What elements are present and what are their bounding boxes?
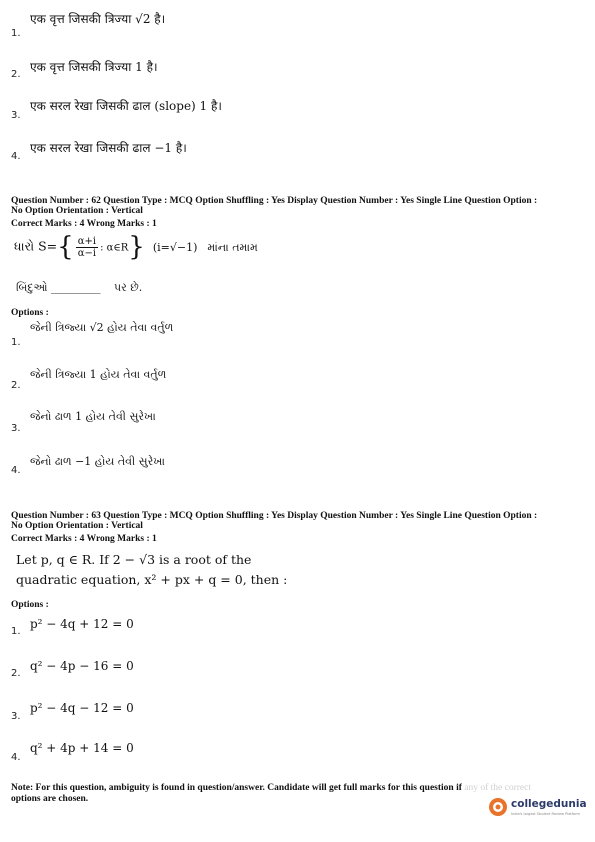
q62-stem-prefix: ધારો S=	[14, 238, 58, 254]
logo-tagline: India's largest Student Review Platform	[511, 812, 580, 816]
q61-option-3-number: 3.	[11, 110, 21, 121]
q61-option-1-number: 1.	[11, 28, 21, 39]
q61-option-2-text: एक वृत्त जिसकी त्रिज्या 1 है।	[30, 60, 158, 74]
q63-option-4-text: q² + 4p + 14 = 0	[30, 741, 134, 755]
q63-meta-line-1: Question Number : 63 Question Type : MCQ Option Shuffling : Yes Display Question Number : Yes Single Line Question Option :	[11, 511, 538, 521]
q62-meta-line-2: No Option Orientation : Vertical	[11, 206, 143, 216]
q62-options-label: Options :	[11, 308, 49, 318]
note-text: Note: For this question, ambiguity is found in question/answer. Candidate will get full marks for this question if	[11, 783, 462, 793]
q62-set-condition: : α∈R	[100, 242, 129, 254]
q62-option-1-text: જેની ત્રિજ્યા √2 હોય તેવા વર્તુળ	[30, 321, 174, 334]
q61-option-4-text: एक सरल रेखा जिसकी ढाल −1 है।	[30, 141, 187, 155]
q63-option-4-number: 4.	[11, 752, 21, 763]
q62-stem-line-2	[16, 279, 142, 297]
q62-meta-line-1: Question Number : 62 Question Type : MCQ Option Shuffling : Yes Display Question Number : Yes Single Line Question Option :	[11, 196, 538, 206]
q62-blank: _________	[50, 281, 101, 294]
q63-option-3-text: p² − 4q − 12 = 0	[30, 701, 134, 715]
collegedunia-emblem-icon	[488, 797, 508, 817]
q62-fraction-denominator: α−i	[77, 247, 97, 259]
q62-fraction-numerator: α+i	[77, 235, 97, 247]
note-faded-text: any of the correct	[464, 783, 531, 793]
q62-option-2-text: જેની ત્રિજ્યા 1 હોય તેવા વર્તુળ	[30, 368, 167, 381]
q62-option-3-text: જેનો ઢાળ 1 હોય તેવી સુરેખા	[30, 410, 156, 423]
q62-option-4-text: જેનો ઢાળ −1 હોય તેવી સુરેખા	[30, 455, 165, 468]
set-close-brace-icon: }	[128, 232, 145, 262]
q62-stem-suffix: માંના તમામ	[207, 240, 258, 254]
q63-stem-line-2: quadratic equation, x² + px + q = 0, then :	[16, 572, 288, 587]
note-line-1	[11, 783, 586, 794]
q63-meta-line-2: No Option Orientation : Vertical	[11, 521, 143, 531]
q62-option-1-number: 1.	[11, 337, 21, 348]
q62-option-2-number: 2.	[11, 380, 21, 391]
collegedunia-logo	[488, 796, 588, 824]
set-open-brace-icon: {	[57, 232, 74, 262]
q61-option-2-number: 2.	[11, 69, 21, 80]
q62-stem-line-1	[14, 234, 258, 260]
q63-option-2-text: q² − 4p − 16 = 0	[30, 659, 134, 673]
q62-marks: Correct Marks : 4 Wrong Marks : 1	[11, 219, 157, 229]
note-line-2: options are chosen.	[11, 794, 89, 804]
q63-stem-line-1: Let p, q ∈ R. If 2 − √3 is a root of the	[16, 552, 252, 567]
q62-option-3-number: 3.	[11, 423, 21, 434]
q62-option-4-number: 4.	[11, 465, 21, 476]
q63-option-1-number: 1.	[11, 626, 21, 637]
q62-line2-a: બિંદુઓ	[16, 281, 48, 294]
q61-option-1-text: एक वृत्त जिसकी त्रिज्या √2 है।	[30, 12, 166, 26]
q63-options-label: Options :	[11, 600, 49, 610]
q61-option-4-number: 4.	[11, 151, 21, 162]
q63-marks: Correct Marks : 4 Wrong Marks : 1	[11, 534, 157, 544]
q62-i-definition: (i=√−1)	[152, 240, 198, 254]
q62-line2-c: પર છે.	[113, 281, 143, 294]
q62-fraction	[76, 236, 98, 259]
q63-option-2-number: 2.	[11, 668, 21, 679]
q63-option-1-text: p² − 4q + 12 = 0	[30, 617, 134, 631]
q61-option-3-text: एक सरल रेखा जिसकी ढाल (slope) 1 है।	[30, 99, 222, 113]
q63-option-3-number: 3.	[11, 711, 21, 722]
logo-name: collegedunia	[511, 798, 587, 810]
